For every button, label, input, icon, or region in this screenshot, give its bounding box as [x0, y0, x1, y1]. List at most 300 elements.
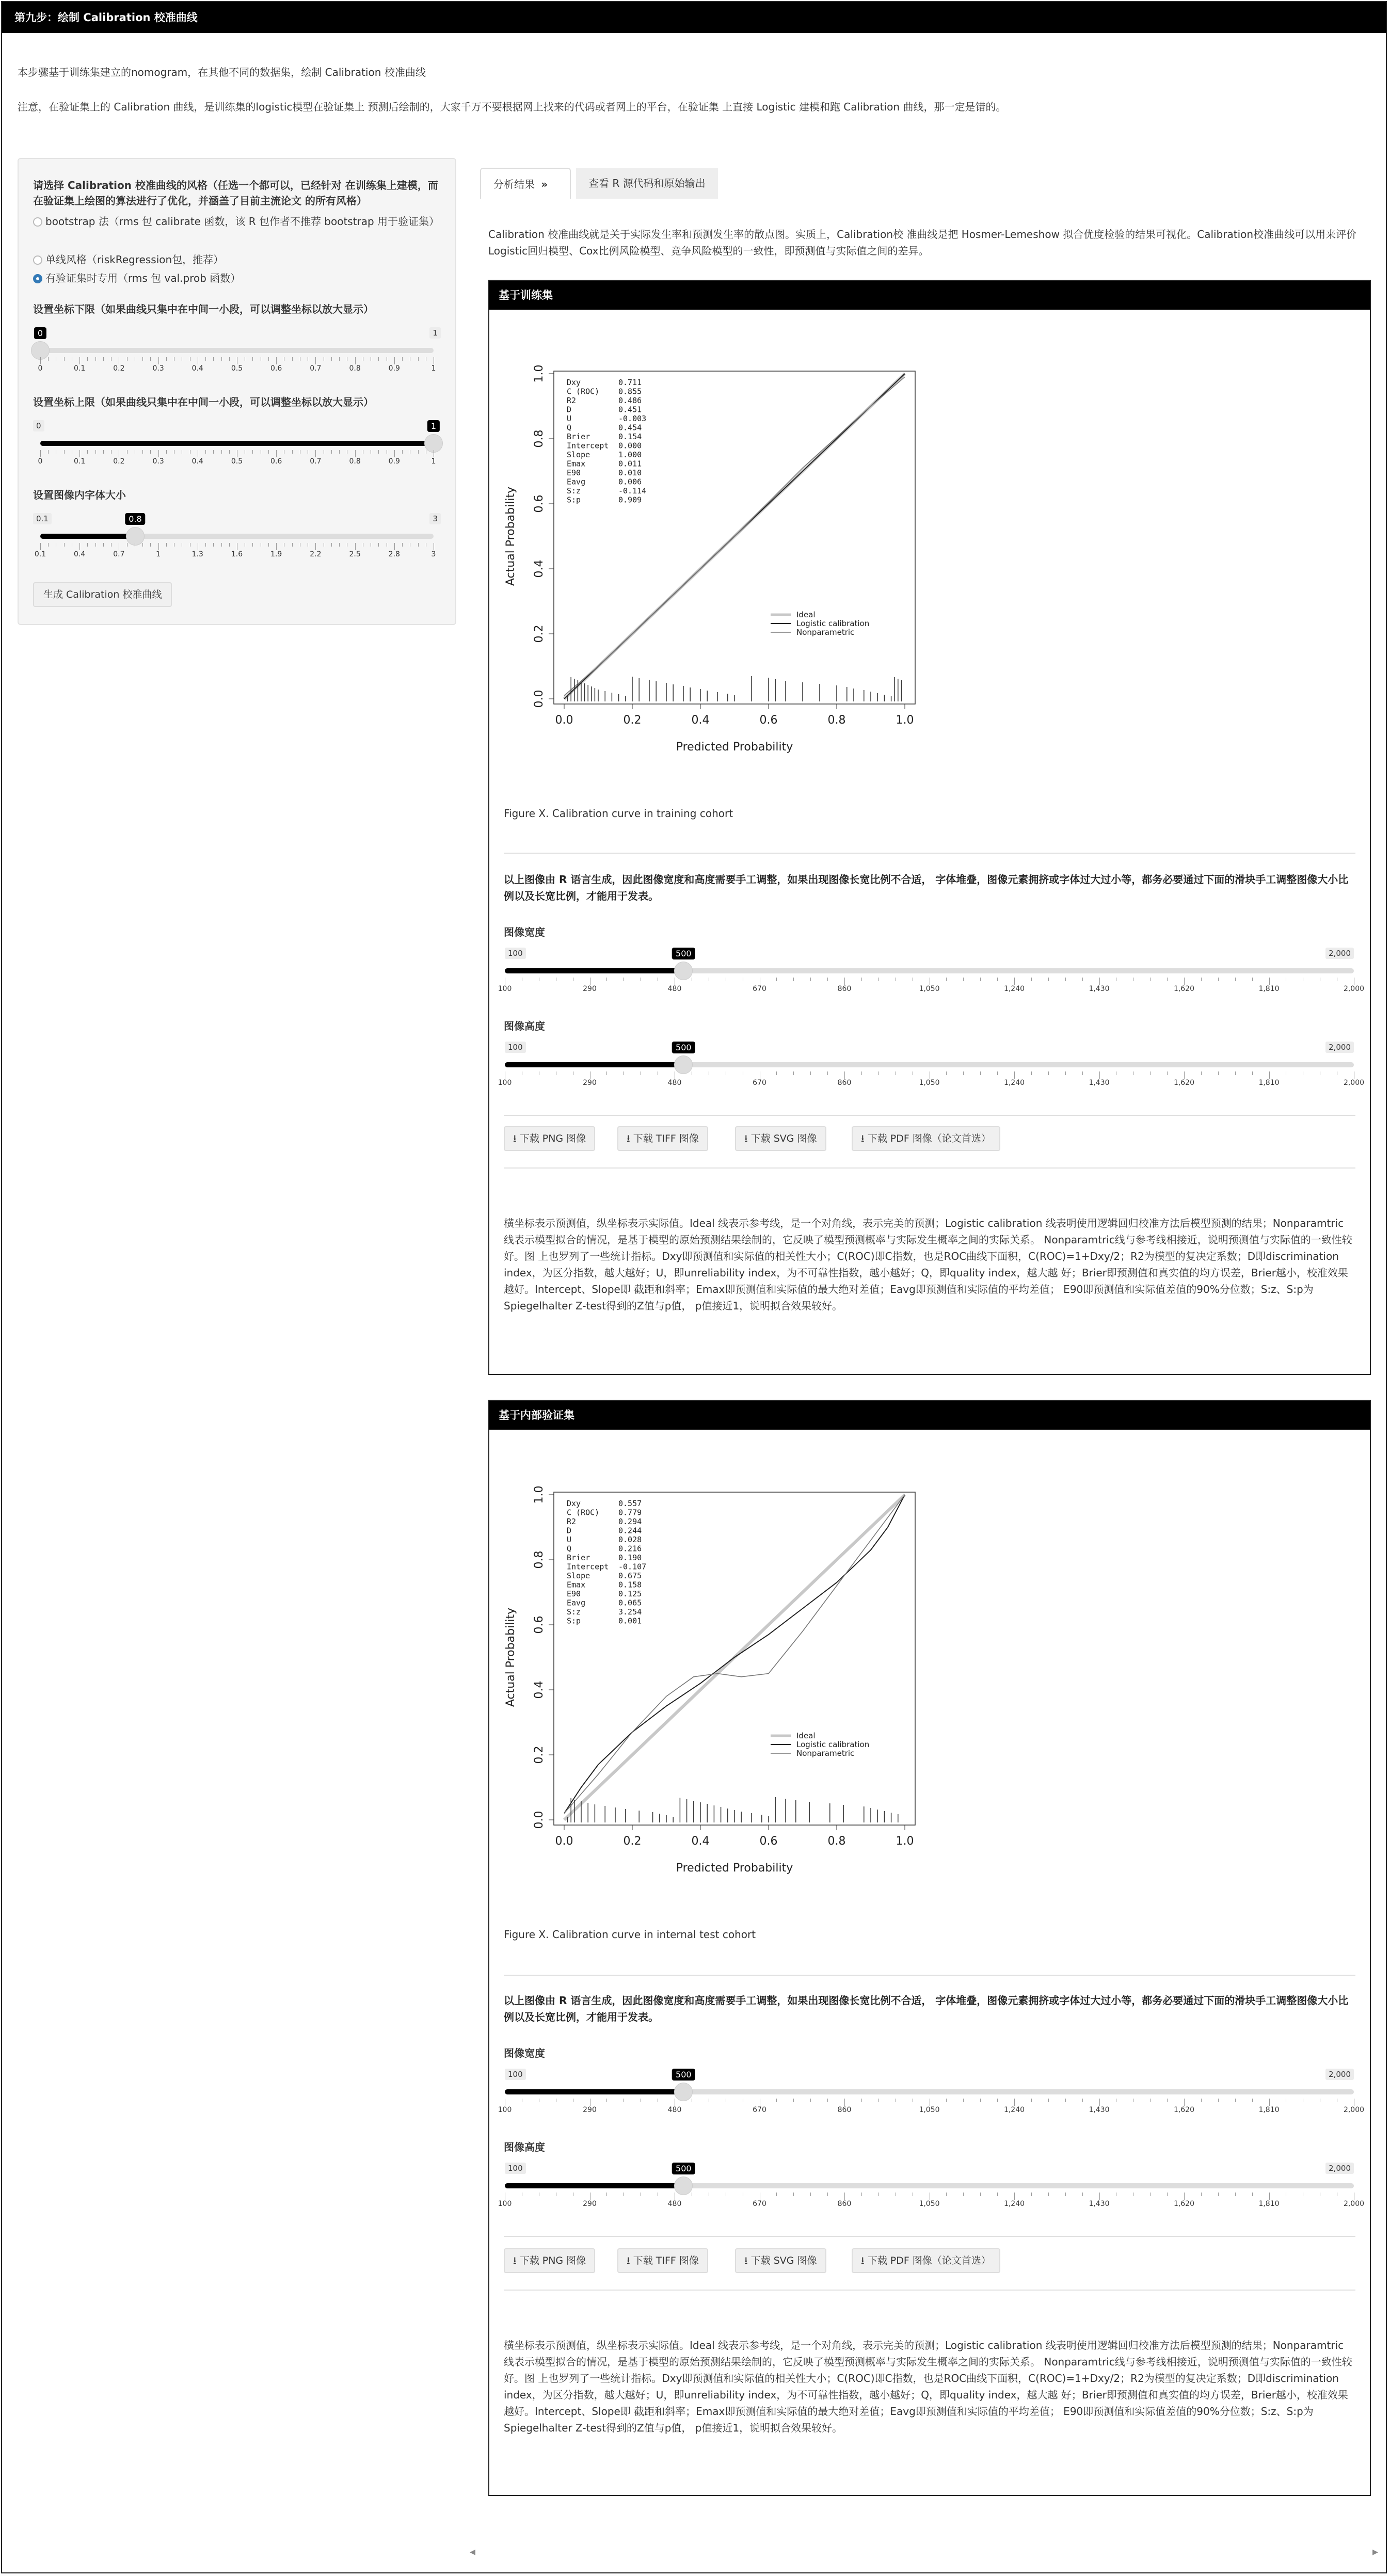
download-tiff-button[interactable] — [617, 2248, 708, 2273]
slider-tick — [150, 450, 151, 454]
slider-tick — [418, 543, 419, 547]
radio-single-line[interactable] — [33, 252, 223, 267]
download-icon: ⭳ — [627, 1133, 633, 1144]
image-width-slider[interactable] — [498, 948, 1365, 994]
slider-min: 100 — [505, 2163, 526, 2174]
slider-tick — [292, 357, 293, 361]
slider-tick — [606, 978, 607, 981]
slider-tick — [103, 543, 104, 547]
slider-tick — [1235, 2193, 1236, 2196]
slider-tick-label: 100 — [498, 2200, 512, 2208]
width-label: 图像宽度 — [504, 2047, 545, 2059]
image-height-slider[interactable] — [498, 1042, 1365, 1088]
slider-tick — [1218, 2099, 1219, 2102]
slider-tick — [402, 543, 403, 547]
slider-track — [40, 348, 434, 353]
slider-tick — [946, 978, 947, 981]
slider-tick — [418, 450, 419, 454]
slider-tick — [861, 978, 862, 981]
slider-tick — [205, 357, 206, 361]
slider-tick — [252, 450, 253, 454]
slider-tick — [48, 357, 49, 361]
slider-tick — [827, 2099, 828, 2102]
slider-tick — [40, 450, 41, 457]
download-png-button[interactable] — [504, 2248, 595, 2273]
download-icon: ⭳ — [861, 1133, 868, 1144]
button-label: 下载 TIFF 图像 — [633, 1133, 699, 1144]
legend-label: Nonparametric — [796, 1749, 855, 1758]
slider-tick — [776, 2193, 777, 2196]
slider-tick — [378, 543, 379, 547]
slider-tick-label: 1,050 — [919, 2106, 940, 2114]
stat-name: Eavg — [567, 477, 586, 487]
slider-tick — [103, 357, 104, 361]
slider-tick — [1082, 2099, 1083, 2102]
radio-icon — [33, 255, 42, 265]
slider-tick — [268, 357, 269, 361]
slider-tick-label: 1,240 — [1003, 2200, 1025, 2208]
slider-tick — [292, 543, 293, 547]
x-tick-label: 0.6 — [759, 714, 778, 727]
slider-tick — [997, 1071, 998, 1075]
button-label: 下载 SVG 图像 — [750, 1133, 817, 1144]
slider-tick-label: 0.5 — [231, 364, 243, 373]
download-png-button[interactable] — [504, 1126, 595, 1151]
legend-label: Logistic calibration — [796, 619, 870, 628]
slider-tick-label: 290 — [583, 985, 597, 993]
slider-tick — [1218, 1071, 1219, 1075]
slider-tick — [1048, 1071, 1049, 1075]
slider-tick — [1048, 978, 1049, 981]
slider-tick-label: 0.4 — [74, 550, 86, 558]
slider-tick — [378, 357, 379, 361]
height-label: 图像高度 — [504, 2141, 545, 2153]
y-axis-label: Actual Probability — [504, 486, 517, 586]
slider-tick — [878, 2099, 879, 2102]
slider-tick-label: 0.8 — [349, 457, 361, 466]
slider-tick — [40, 543, 41, 550]
slider-tick — [946, 2193, 947, 2196]
image-height-slider[interactable] — [498, 2163, 1365, 2209]
slider-tick-label: 290 — [583, 1079, 597, 1087]
slider-tick-label: 1,430 — [1089, 2200, 1110, 2208]
x-tick-label: 0.8 — [827, 714, 846, 727]
button-label: 下载 TIFF 图像 — [633, 2255, 699, 2266]
slider-tick — [1150, 2099, 1151, 2102]
radio-icon — [33, 217, 42, 227]
slider-tick-label: 0.4 — [191, 457, 203, 466]
y-tick-label: 0.8 — [533, 429, 546, 448]
slider-tick — [1269, 1071, 1270, 1079]
slider-tick — [1235, 978, 1236, 981]
stat-value: -0.114 — [618, 486, 647, 495]
x-tick-label: 0.4 — [691, 1835, 710, 1848]
slider-tick — [292, 450, 293, 454]
y-tick-label: 0.2 — [533, 1746, 546, 1764]
slider-tick — [878, 2193, 879, 2196]
slider-tick-label: 0.6 — [270, 364, 282, 373]
download-icon: ⭳ — [513, 2255, 520, 2266]
slider-tick — [827, 1071, 828, 1075]
slider-tick-label: 0.1 — [74, 364, 86, 373]
stat-value: 0.779 — [618, 1508, 642, 1517]
slider-tick-label: 0 — [38, 457, 43, 466]
stat-name: D — [567, 405, 572, 414]
download-icon: ⭳ — [744, 2255, 751, 2266]
button-label: 下载 PDF 图像（论文首选） — [867, 2255, 991, 2266]
slider-tick — [103, 450, 104, 454]
slider-tick — [827, 2193, 828, 2196]
slider-tick — [861, 2099, 862, 2102]
slider-tick — [221, 357, 222, 361]
slider-fill — [505, 2089, 683, 2094]
download-svg-button[interactable] — [735, 2248, 826, 2273]
stat-name: U — [567, 414, 572, 423]
slider-min: 0.1 — [33, 513, 52, 524]
stat-name: U — [567, 1535, 572, 1544]
button-label: 下载 PNG 图像 — [519, 2255, 586, 2266]
lower-limit-slider[interactable] — [37, 327, 438, 374]
slider-tick — [229, 543, 230, 547]
stat-name: Q — [567, 1544, 572, 1554]
slider-tick-label: 1,620 — [1173, 2200, 1195, 2208]
lower-limit-label: 设置坐标下限（如果曲线只集中在中间一小段，可以调整坐标以放大显示） — [33, 303, 374, 315]
legend-label: Nonparametric — [796, 628, 855, 637]
legend-label: Logistic calibration — [796, 1740, 870, 1749]
slider-tick — [1167, 2193, 1168, 2196]
slider-tick — [980, 1071, 981, 1075]
slider-tick — [1082, 2193, 1083, 2196]
slider-tick-label: 1.3 — [191, 550, 203, 558]
x-tick-label: 0.8 — [827, 1835, 846, 1848]
slider-tick — [378, 450, 379, 454]
slider-tick-label: 670 — [753, 2106, 766, 2114]
slider-tick-label: 670 — [753, 1079, 766, 1087]
radio-label: 有验证集时专用（rms 包 val.prob 函数） — [45, 272, 241, 284]
slider-value: 500 — [672, 2163, 695, 2174]
slider-tick — [339, 357, 340, 361]
slider-tick — [1167, 1071, 1168, 1075]
slider-tick-label: 0.7 — [310, 457, 322, 466]
section-title: 基于内部验证集 — [489, 1401, 1370, 1430]
tab-r-source-code[interactable] — [576, 168, 718, 199]
slider-fill — [40, 441, 434, 446]
stat-name: Emax — [567, 1580, 586, 1590]
slider-tick-label: 0.3 — [152, 364, 164, 373]
stat-name: C (ROC) — [567, 387, 600, 396]
font-size-slider[interactable] — [34, 513, 438, 559]
stat-value: 0.010 — [618, 468, 642, 477]
slider-fill — [40, 534, 135, 539]
slider-tick — [1065, 978, 1066, 981]
slider-tick — [793, 978, 794, 981]
slider-tick-label: 480 — [667, 985, 682, 993]
slider-max: 1 — [429, 327, 441, 339]
slider-tick-label: 1,050 — [919, 985, 940, 993]
slider-tick — [827, 978, 828, 981]
slider-max: 2,000 — [1325, 2069, 1354, 2080]
y-tick-label: 0.0 — [533, 690, 546, 708]
download-icon: ⭳ — [627, 2255, 633, 2266]
slider-tick — [1150, 1071, 1151, 1075]
generate-calibration-button[interactable]: 生成 Calibration 校准曲线 — [33, 582, 172, 607]
slider-tick-label: 290 — [583, 2106, 597, 2114]
stat-value: 0.001 — [618, 1616, 642, 1626]
slider-ticks — [40, 450, 434, 457]
slider-tick — [79, 543, 80, 550]
slider-tick — [64, 450, 65, 454]
slider-tick — [1167, 978, 1168, 981]
legend-label: Ideal — [796, 1731, 816, 1740]
slider-ticks — [505, 2099, 1354, 2106]
slider-tick-label: 2,000 — [1343, 2106, 1365, 2114]
slider-tick — [150, 357, 151, 361]
slider-tick — [606, 1071, 607, 1075]
download-svg-button[interactable] — [735, 1126, 826, 1151]
slider-tick — [793, 2193, 794, 2196]
slider-tick — [142, 450, 143, 454]
slider-tick — [997, 978, 998, 981]
slider-tick — [1082, 1071, 1083, 1075]
y-tick-label: 0.4 — [533, 1681, 546, 1699]
slider-tick — [229, 450, 230, 454]
stat-value: 3.254 — [618, 1607, 642, 1617]
slider-tick — [339, 543, 340, 547]
slider-tick — [946, 2099, 947, 2102]
slider-tick-label: 2,000 — [1343, 2200, 1365, 2208]
x-tick-label: 1.0 — [896, 714, 914, 727]
horizontal-scrollbar[interactable] — [470, 2543, 1378, 2561]
stat-name: D — [567, 1526, 572, 1535]
slider-tick — [252, 357, 253, 361]
slider-tick — [861, 1071, 862, 1075]
stat-value: 0.909 — [618, 495, 642, 505]
slider-tick-label: 480 — [667, 2200, 682, 2208]
stat-value: 0.557 — [618, 1499, 642, 1508]
slider-tick — [339, 450, 340, 454]
slider-tick-label: 2,000 — [1343, 1079, 1365, 1087]
slider-tick — [252, 543, 253, 547]
download-tiff-button[interactable] — [617, 1126, 708, 1151]
download-icon: ⭳ — [513, 1133, 520, 1144]
slider-tick — [810, 2193, 811, 2196]
slider-tick-label: 0.6 — [270, 457, 282, 466]
slider-tick — [95, 357, 96, 361]
internal-test-cohort-box — [488, 1400, 1371, 2496]
stat-name: R2 — [567, 1517, 577, 1526]
slider-tick-label: 0.7 — [113, 550, 125, 558]
stat-name: E90 — [567, 1589, 581, 1598]
slider-tick — [40, 357, 41, 364]
stat-name: Intercept — [567, 441, 609, 451]
image-width-slider[interactable] — [498, 2069, 1365, 2115]
slider-tick — [268, 543, 269, 547]
slider-tick — [1252, 2099, 1253, 2102]
divider — [504, 1975, 1355, 1976]
slider-tick — [402, 357, 403, 361]
slider-tick — [844, 2193, 845, 2200]
slider-fill — [505, 1062, 683, 1067]
slider-tick-label: 670 — [753, 985, 766, 993]
y-axis-label: Actual Probability — [504, 1607, 517, 1707]
radio-val-prob[interactable] — [33, 270, 241, 286]
slider-tick-label: 1,050 — [919, 2200, 940, 2208]
slider-tick-label: 860 — [837, 2200, 852, 2208]
slider-tick — [793, 1071, 794, 1075]
slider-min: 100 — [505, 948, 526, 959]
slider-tick-label: 1,810 — [1258, 2106, 1280, 2114]
slider-tick — [221, 543, 222, 547]
slider-tick — [946, 1071, 947, 1075]
slider-tick — [1201, 2099, 1202, 2102]
divider — [504, 2290, 1355, 2291]
slider-tick-label: 1,240 — [1003, 1079, 1025, 1087]
stat-value: 0.006 — [618, 477, 642, 487]
slider-tick — [64, 543, 65, 547]
button-label: 下载 PNG 图像 — [519, 1133, 586, 1144]
slider-tick-label: 100 — [498, 1079, 512, 1087]
upper-limit-slider[interactable] — [36, 420, 437, 467]
stat-value: -0.107 — [618, 1562, 647, 1572]
download-pdf-button[interactable] — [852, 2248, 1000, 2273]
slider-tick-label: 1,430 — [1089, 1079, 1110, 1087]
slider-tick — [213, 450, 214, 454]
slider-tick — [963, 1071, 964, 1075]
radio-label: bootstrap 法（rms 包 calibrate 函数，该 R 包作者不推荐 bootstrap 用于验证集） — [45, 215, 440, 228]
slider-tick-label: 0.9 — [388, 457, 400, 466]
slider-fill — [505, 968, 683, 973]
slider-value: 500 — [672, 1042, 695, 1053]
slider-tick — [142, 357, 143, 361]
slider-tick — [1031, 2099, 1032, 2102]
slider-tick — [1099, 978, 1100, 985]
chart-explanation: 横坐标表示预测值，纵坐标表示实际值。Ideal 线表示参考线，是一个对角线，表示完美的预测；Logistic calibration 线表明使用逻辑回归校准方法后模型预测的结果；Nonparamtric 线表示模型拟合的情况，是基于模型的原始预测结果绘制的，它反映了模型预测概率与实际发生概率之间的实际关系。 Nonparamtric线与参考线相接近，说明预测值与实际值的一致性较好。图 上也罗列了一些统计指标。Dxy即预测值和实际值的相关性大小；C(ROC)即C指数，也是ROC曲线下面积，C(ROC)=1+Dxy/2；R2为模型的复决定系数；D即discrimination index，为区分指数，越大越好；U，即unreliability index，为不可靠性指数，越小越好；Q，即quality index，越大越 好；Brier即预测值和真实值的均方误差，Brier越小，校准效果越好。Intercept、Slope即 截距和斜率；Emax即预测值和实际值的最大绝对差值；Eavg即预测值和实际值的平均差值； E90即预测值和实际值差值的90%分位数；S:z、S:p为Spiegelhalter Z-test得到的Z值与p值， p值接近1，说明拟合效果较好。 — [504, 2339, 1352, 2434]
y-tick-label: 0.6 — [533, 1615, 546, 1634]
slider-tick — [1065, 2193, 1066, 2196]
tab-analysis-results[interactable] — [480, 168, 571, 199]
page-title: 第九步：绘制 Calibration 校准曲线 — [2, 2, 1386, 33]
slider-tick — [1269, 978, 1270, 985]
slider-tick — [1218, 978, 1219, 981]
stat-value: 0.711 — [618, 378, 642, 387]
divider — [504, 1115, 1355, 1116]
slider-tick — [158, 357, 159, 364]
slider-tick — [844, 2099, 845, 2106]
figure-caption: Figure X. Calibration curve in internal test cohort — [504, 1928, 756, 1941]
slider-ticks — [505, 978, 1354, 985]
download-pdf-button[interactable] — [852, 1126, 1000, 1151]
chart-explanation: 横坐标表示预测值，纵坐标表示实际值。Ideal 线表示参考线，是一个对角线，表示完美的预测；Logistic calibration 线表明使用逻辑回归校准方法后模型预测的结果；Nonparamtric 线表示模型拟合的情况，是基于模型的原始预测结果绘制的，它反映了模型预测概率与实际发生概率之间的实际关系。 Nonparamtric线与参考线相接近，说明预测值与实际值的一致性较好。图 上也罗列了一些统计指标。Dxy即预测值和实际值的相关性大小；C(ROC)即C指数，也是ROC曲线下面积，C(ROC)=1+Dxy/2；R2为模型的复决定系数；D即discrimination index，为区分指数，越大越好；U，即unreliability index，为不可靠性指数，越小越好；Q，即quality index，越大越 好；Brier即预测值和真实值的均方误差，Brier越小，校准效果越好。Intercept、Slope即 截距和斜率；Emax即预测值和实际值的最大绝对差值；Eavg即预测值和实际值的平均差值； E90即预测值和实际值差值的90%分位数；S:z、S:p为Spiegelhalter Z-test得到的Z值与p值， p值接近1，说明拟合效果较好。 — [504, 1217, 1352, 1312]
slider-tick — [1184, 978, 1185, 985]
resize-note: 以上图像由 R 语言生成，因此图像宽度和高度需要手工调整，如果出现图像长宽比例不合适， 字体堆叠，图像元素拥挤或字体过大过小等，都务必要通过下面的滑块手工调整图像大小比例以及长宽比例，才能用于发表。 — [504, 1994, 1349, 2023]
slider-tick — [87, 357, 88, 361]
slider-max: 2,000 — [1325, 2163, 1354, 2174]
stat-value: 0.451 — [618, 405, 642, 414]
slider-tick — [1269, 2099, 1270, 2106]
stat-value: 0.486 — [618, 396, 642, 405]
stat-value: 0.028 — [618, 1535, 642, 1544]
slider-tick — [158, 543, 159, 550]
slider-tick — [95, 543, 96, 547]
slider-tick — [79, 450, 80, 457]
slider-tick — [205, 450, 206, 454]
slider-tick — [95, 450, 96, 454]
slider-tick — [166, 543, 167, 547]
slider-tick — [229, 357, 230, 361]
slider-tick — [418, 357, 419, 361]
slider-tick-label: 860 — [837, 2106, 852, 2114]
slider-tick — [355, 543, 356, 550]
slider-tick-label: 100 — [498, 985, 512, 993]
divider — [504, 853, 1355, 854]
y-tick-label: 0.4 — [533, 559, 546, 578]
slider-tick — [64, 357, 65, 361]
intro-warning: 注意，在验证集上的 Calibration 曲线，是训练集的logistic模型在验证集上 预测后绘制的，大家千万不要根据网上找来的代码或者网上的平台，在验证集 上直接 Logistic 建模和跑 Calibration 曲线，那一定是错的。 — [18, 101, 1006, 113]
slider-tick-label: 860 — [837, 985, 852, 993]
scroll-left-icon[interactable]: ◂ — [470, 2546, 476, 2558]
slider-tick — [1048, 2099, 1049, 2102]
stat-name: Eavg — [567, 1598, 586, 1608]
slider-tick — [861, 2193, 862, 2196]
slider-tick — [1252, 978, 1253, 981]
slider-tick-label: 1,430 — [1089, 985, 1110, 993]
slider-tick-label: 3 — [431, 550, 436, 558]
upper-limit-label: 设置坐标上限（如果曲线只集中在中间一小段，可以调整坐标以放大显示） — [33, 396, 374, 408]
slider-tick — [1099, 2099, 1100, 2106]
stat-name: Q — [567, 423, 572, 433]
radio-bootstrap[interactable] — [33, 214, 446, 229]
slider-tick — [1184, 2193, 1185, 2200]
slider-tick — [1235, 1071, 1236, 1075]
slider-tick — [1150, 978, 1151, 981]
slider-tick — [776, 978, 777, 981]
slider-tick — [1167, 2099, 1168, 2102]
stat-name: Brier — [567, 1553, 590, 1562]
stat-value: 1.000 — [618, 450, 642, 459]
slider-value: 0 — [34, 327, 46, 339]
y-tick-label: 0.2 — [533, 625, 546, 643]
slider-tick — [1218, 2193, 1219, 2196]
stat-value: 0.000 — [618, 441, 642, 451]
slider-tick — [355, 357, 356, 364]
slider-tick — [1014, 2193, 1015, 2200]
slider-tick-label: 1,810 — [1258, 2200, 1280, 2208]
slider-tick-label: 0.3 — [152, 457, 164, 466]
slider-tick-label: 2.5 — [349, 550, 361, 558]
slider-tick — [1065, 2099, 1066, 2102]
slider-ticks — [505, 2193, 1354, 2200]
height-label: 图像高度 — [504, 1020, 545, 1032]
stat-name: Dxy — [567, 1499, 581, 1508]
slider-tick — [980, 2099, 981, 2102]
slider-tick-label: 2,000 — [1343, 985, 1365, 993]
slider-value: 0.8 — [125, 513, 145, 525]
control-panel — [18, 158, 456, 625]
training-cohort-box — [488, 280, 1371, 1375]
slider-tick-label: 1,620 — [1173, 985, 1195, 993]
slider-tick-label: 0.8 — [349, 364, 361, 373]
slider-tick — [844, 1071, 845, 1079]
y-tick-label: 1.0 — [533, 364, 546, 383]
stat-name: S:z — [567, 486, 581, 495]
slider-tick-label: 0.1 — [74, 457, 86, 466]
stat-name: Slope — [567, 450, 590, 459]
slider-tick-label: 0 — [38, 364, 43, 373]
slider-ticks — [40, 357, 434, 364]
slider-value: 1 — [427, 420, 440, 432]
scroll-right-icon[interactable]: ▸ — [1372, 2546, 1378, 2558]
slider-tick-label: 2.2 — [310, 550, 322, 558]
